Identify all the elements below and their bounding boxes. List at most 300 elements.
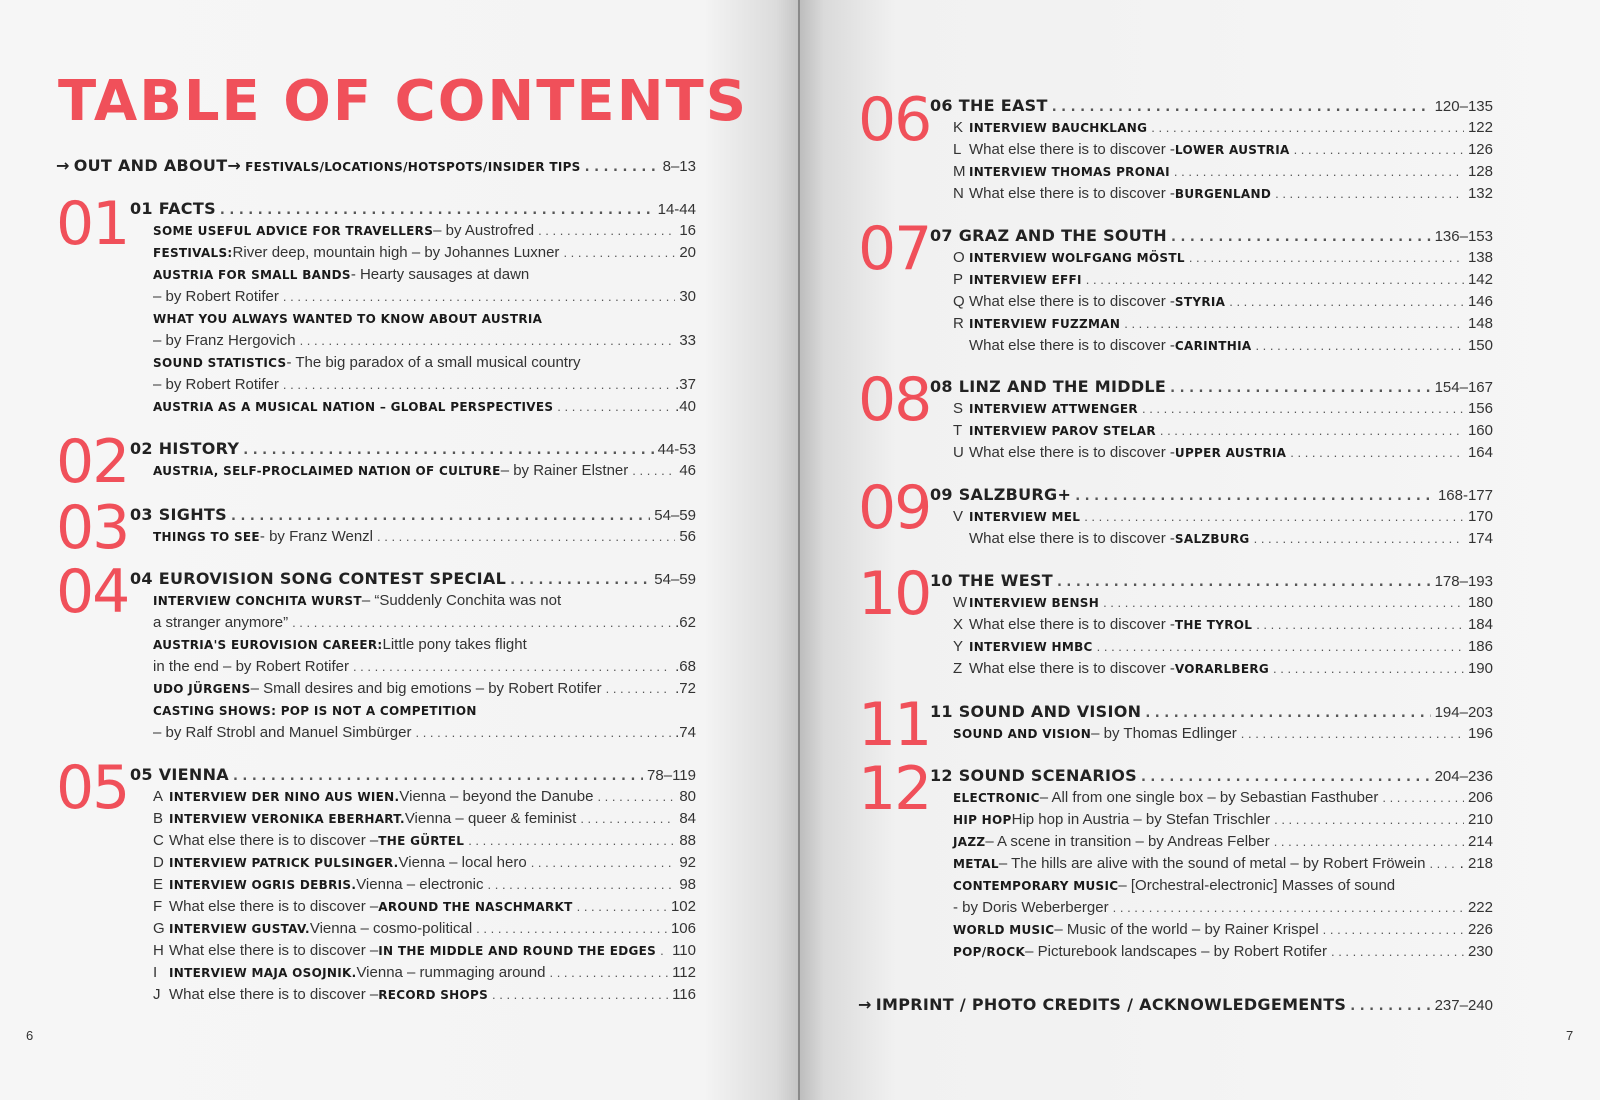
dot-leader xyxy=(1255,336,1464,356)
entry-caption: WORLD MUSIC xyxy=(953,923,1055,937)
chapter-heading-07[interactable] xyxy=(930,226,1493,246)
toc-entry-q[interactable] xyxy=(953,292,1493,312)
page-number: 80 xyxy=(679,788,696,805)
dot-leader xyxy=(632,461,675,481)
chapter-title: 10 THE WEST xyxy=(930,571,1053,590)
entry-text: - The big paradox of a small musical country xyxy=(286,354,581,371)
dot-leader xyxy=(510,571,650,591)
entry-letter: Q xyxy=(953,293,965,310)
dot-leader xyxy=(377,527,675,547)
toc-entry[interactable] xyxy=(153,309,696,329)
toc-entry-t[interactable] xyxy=(953,421,1493,441)
entry-text: – “Suddenly Conchita was not xyxy=(361,592,562,609)
chapter-heading-01[interactable] xyxy=(130,199,696,219)
dot-leader xyxy=(1097,637,1464,657)
page-number: .40 xyxy=(675,398,696,415)
toc-entry[interactable] xyxy=(953,876,1493,896)
dot-leader xyxy=(1151,118,1464,138)
entry-text: a stranger anymore” xyxy=(153,614,289,631)
entry-letter: N xyxy=(953,185,964,202)
dot-leader xyxy=(1294,140,1464,160)
toc-entry[interactable] xyxy=(153,591,696,611)
section-heading: IMPRINT / PHOTO CREDITS / ACKNOWLEDGEMENTS xyxy=(875,995,1347,1014)
entry-text: – by Rainer Elstner xyxy=(500,462,629,479)
toc-entry-k[interactable] xyxy=(953,118,1493,138)
page-number: . 218 xyxy=(1459,855,1493,872)
dot-leader xyxy=(1189,248,1464,268)
entry-caption: INTERVIEW PATRICK PULSINGER. xyxy=(169,856,399,870)
page-range: 136–153 xyxy=(1434,228,1493,245)
entry-caption: CONTEMPORARY MUSIC xyxy=(953,879,1119,893)
entry-letter: B xyxy=(153,810,164,827)
toc-entry-z[interactable] xyxy=(953,659,1493,679)
chapter-heading-02[interactable] xyxy=(130,439,696,459)
toc-entry[interactable] xyxy=(153,265,696,285)
entry-caption: AUSTRIA, SELF-PROCLAIMED NATION OF CULTURE xyxy=(153,464,501,478)
page-title: TABLE OF CONTENTS xyxy=(58,69,749,134)
toc-entry-out-and-about[interactable] xyxy=(56,156,696,176)
entry-letter: M xyxy=(953,163,966,180)
chapter-heading-06[interactable] xyxy=(930,96,1493,116)
entry-letter: D xyxy=(153,854,164,871)
toc-entry-continued[interactable] xyxy=(153,375,696,395)
chapter-title: 05 VIENNA xyxy=(130,765,229,784)
entry-text: What else there is to discover - xyxy=(969,337,1175,354)
toc-entry[interactable] xyxy=(153,461,696,481)
entry-caption: IN THE MIDDLE AND ROUND THE EDGES xyxy=(378,944,657,958)
dot-leader xyxy=(1241,724,1464,744)
dot-leader xyxy=(1141,768,1431,788)
entry-caption: UDO JÜRGENS xyxy=(153,682,251,696)
chapter-heading-05[interactable] xyxy=(130,765,696,785)
entry-caption: INTERVIEW BENSH xyxy=(969,596,1100,610)
page-number: 214 xyxy=(1467,833,1493,850)
entry-text: Little pony takes flight xyxy=(382,636,527,653)
page-number: .74 xyxy=(675,724,696,741)
chapter-title: 06 THE EAST xyxy=(930,96,1048,115)
entry-text: - by Doris Weberberger xyxy=(953,899,1109,916)
toc-entry-h[interactable] xyxy=(153,941,696,961)
toc-entry[interactable] xyxy=(153,635,696,655)
page-number: 132 xyxy=(1467,185,1493,202)
entry-text: What else there is to discover - xyxy=(969,141,1175,158)
toc-entry-i[interactable] xyxy=(153,963,696,983)
dot-leader xyxy=(597,787,675,807)
entry-letter: O xyxy=(953,249,965,266)
entry-text: – [Orchestral-electronic] Masses of sound xyxy=(1118,877,1396,894)
page-number: 222 xyxy=(1467,899,1493,916)
entry-text: Vienna – local hero xyxy=(398,854,527,871)
entry-text: – The hills are alive with the sound of metal – by Robert Fröwein xyxy=(998,855,1426,872)
chapter-number-12: 12 xyxy=(858,754,931,824)
entry-letter: F xyxy=(153,898,163,915)
dot-leader xyxy=(1174,162,1464,182)
entry-text: What else there is to discover - xyxy=(969,660,1175,677)
dot-leader xyxy=(549,963,668,983)
entry-caption: INTERVIEW VERONIKA EBERHART. xyxy=(169,812,405,826)
entry-caption: SOUND STATISTICS xyxy=(153,356,287,370)
entry-text: What else there is to discover - xyxy=(969,444,1175,461)
toc-entry[interactable] xyxy=(953,724,1493,744)
toc-entry-m[interactable] xyxy=(953,162,1493,182)
entry-text: in the end – by Robert Rotifer xyxy=(153,658,349,675)
page-range: 44-53 xyxy=(657,441,696,458)
entry-caption: INTERVIEW MAJA OSOJNIK. xyxy=(169,966,357,980)
entry-caption: CASTING SHOWS: POP IS NOT A COMPETITION xyxy=(153,704,477,718)
toc-entry[interactable] xyxy=(153,243,696,263)
chapter-title: 09 SALZBURG+ xyxy=(930,485,1072,504)
page-range: 78–119 xyxy=(647,767,696,784)
entry-text: – by Robert Rotifer xyxy=(153,288,279,305)
entry-letter: T xyxy=(953,422,963,439)
entry-letter: A xyxy=(153,788,164,805)
entry-caption: INTERVIEW OGRIS DEBRIS. xyxy=(169,878,357,892)
dot-leader xyxy=(243,441,653,461)
dot-leader xyxy=(231,507,650,527)
dot-leader xyxy=(468,831,675,851)
chapter-title: 02 HISTORY xyxy=(130,439,240,458)
dot-leader xyxy=(283,287,675,307)
chapter-number-06: 06 xyxy=(858,85,931,155)
toc-entry-x[interactable] xyxy=(953,615,1493,635)
entry-caption: CARINTHIA xyxy=(1174,339,1252,353)
page-number: 150 xyxy=(1467,337,1493,354)
entry-caption: BURGENLAND xyxy=(1174,187,1272,201)
dot-leader xyxy=(531,853,676,873)
dot-leader xyxy=(1170,379,1430,399)
toc-entry-continued[interactable] xyxy=(153,287,696,307)
entry-caption: STYRIA xyxy=(1174,295,1226,309)
dot-leader xyxy=(1429,854,1455,874)
toc-entry-p[interactable] xyxy=(953,270,1493,290)
dot-leader xyxy=(1273,659,1464,679)
page-number: 156 xyxy=(1467,400,1493,417)
page-number: 116 xyxy=(672,986,696,1003)
entry-text: What else there is to discover - xyxy=(969,616,1175,633)
dot-leader xyxy=(1323,920,1464,940)
page-number: 30 xyxy=(679,288,696,305)
chapter-heading-04[interactable] xyxy=(130,569,696,589)
entry-letter: J xyxy=(153,986,161,1003)
entry-caption: INTERVIEW MEL xyxy=(969,510,1081,524)
chapter-title: 03 SIGHTS xyxy=(130,505,227,524)
toc-entry-salzburg[interactable] xyxy=(953,529,1493,549)
dot-leader xyxy=(538,221,675,241)
page-number: 170 xyxy=(1467,508,1493,525)
toc-entry[interactable] xyxy=(153,679,696,699)
page-range: 204–236 xyxy=(1434,768,1493,785)
toc-entry-u[interactable] xyxy=(953,443,1493,463)
dot-leader xyxy=(283,375,671,395)
toc-entry-g[interactable] xyxy=(153,919,696,939)
entry-letter: Z xyxy=(953,660,963,677)
dot-leader xyxy=(580,809,675,829)
entry-text: Hip hop in Austria – by Stefan Trischler xyxy=(1011,811,1271,828)
toc-entry-n[interactable] xyxy=(953,184,1493,204)
page-number: .62 xyxy=(675,614,696,631)
toc-entry[interactable] xyxy=(153,527,696,547)
entry-letter: I xyxy=(153,964,158,981)
entry-text: Vienna – rummaging around xyxy=(356,964,546,981)
entry-text: – Picturebook landscapes – by Robert Rotifer xyxy=(1025,943,1327,960)
dot-leader xyxy=(353,657,671,677)
toc-entry-continued[interactable] xyxy=(153,657,696,677)
chapter-title: 01 FACTS xyxy=(130,199,216,218)
entry-caption: INTERVIEW THOMAS PRONAI xyxy=(969,165,1170,179)
entry-text: – by Franz Hergovich xyxy=(153,332,296,349)
chapter-title: 08 LINZ AND THE MIDDLE xyxy=(930,377,1167,396)
page-number: 33 xyxy=(679,332,696,349)
dot-leader xyxy=(1229,292,1464,312)
chapter-title: 07 GRAZ AND THE SOUTH xyxy=(930,226,1167,245)
entry-text: – by Austrofred xyxy=(433,222,535,239)
entry-caption: METAL xyxy=(953,857,999,871)
dot-leader xyxy=(1086,270,1464,290)
toc-entry[interactable] xyxy=(153,221,696,241)
entry-letter: K xyxy=(953,119,964,136)
entry-caption: WHAT YOU ALWAYS WANTED TO KNOW ABOUT AUSTRIA xyxy=(153,312,543,326)
entry-caption: INTERVIEW EFFI xyxy=(969,273,1082,287)
entry-letter: E xyxy=(153,876,164,893)
page-number: .72 xyxy=(675,680,696,697)
right-page xyxy=(800,0,1600,1100)
toc-entry[interactable] xyxy=(953,920,1493,940)
chapter-heading-10[interactable] xyxy=(930,571,1493,591)
page-number: 46 xyxy=(679,462,696,479)
page-range: 194–203 xyxy=(1434,704,1493,721)
entry-letter: W xyxy=(953,594,968,611)
page-number: 190 xyxy=(1467,660,1493,677)
chapter-number-05: 05 xyxy=(56,753,129,823)
page-number: 20 xyxy=(679,244,696,261)
toc-entry[interactable] xyxy=(153,397,696,417)
chapter-number-10: 10 xyxy=(858,559,931,629)
dot-leader xyxy=(1124,314,1464,334)
dot-leader xyxy=(557,397,671,417)
entry-text: – by Thomas Edlinger xyxy=(1091,725,1237,742)
page-number: 102 xyxy=(670,898,696,915)
page-number: 148 xyxy=(1467,315,1493,332)
page-range: 54–59 xyxy=(654,507,696,524)
entry-caption: INTERVIEW FUZZMAN xyxy=(969,317,1121,331)
entry-caption: THE TYROL xyxy=(1174,618,1253,632)
dot-leader xyxy=(415,723,671,743)
entry-text: What else there is to discover – xyxy=(169,986,379,1003)
page-number: 88 xyxy=(679,832,696,849)
entry-caption: THE GÜRTEL xyxy=(378,834,465,848)
toc-entry-r[interactable] xyxy=(953,314,1493,334)
chapter-number-04: 04 xyxy=(56,557,129,627)
toc-entry-imprint[interactable] xyxy=(858,995,1493,1015)
entry-caption: SALZBURG xyxy=(1174,532,1250,546)
page-number: 92 xyxy=(679,854,696,871)
dot-leader xyxy=(1160,421,1464,441)
toc-entry-o[interactable] xyxy=(953,248,1493,268)
dot-leader xyxy=(1254,529,1464,549)
dot-leader xyxy=(1275,184,1464,204)
entry-caption: AUSTRIA'S EUROVISION CAREER: xyxy=(153,638,383,652)
page-number: 122 xyxy=(1467,119,1493,136)
chapter-title: 12 SOUND SCENARIOS xyxy=(930,766,1137,785)
entry-caption: INTERVIEW ATTWENGER xyxy=(969,402,1138,416)
entry-caption: FESTIVALS/LOCATIONS/HOTSPOTS/INSIDER TIPS xyxy=(245,160,581,174)
toc-entry[interactable] xyxy=(953,788,1493,808)
entry-text: River deep, mountain high – by Johannes Luxner xyxy=(232,244,560,261)
toc-entry[interactable] xyxy=(953,832,1493,852)
page-number: 98 xyxy=(679,876,696,893)
entry-letter: G xyxy=(153,920,165,937)
page-number: 110 xyxy=(672,942,696,959)
chapter-heading-03[interactable] xyxy=(130,505,696,525)
page-number: 112 xyxy=(672,964,696,981)
entry-caption: INTERVIEW BAUCHKLANG xyxy=(969,121,1148,135)
page-number: 174 xyxy=(1467,530,1493,547)
chapter-number-02: 02 xyxy=(56,427,129,497)
entry-text: What else there is to discover – xyxy=(169,898,379,915)
page-number: 184 xyxy=(1467,616,1493,633)
entry-text: What else there is to discover – xyxy=(169,942,379,959)
page-number: 226 xyxy=(1467,921,1493,938)
toc-entry-j[interactable] xyxy=(153,985,696,1005)
dot-leader xyxy=(1142,399,1464,419)
arrow-right-icon: → xyxy=(858,995,872,1014)
dot-leader xyxy=(1103,593,1464,613)
entry-text: Vienna – queer & feminist xyxy=(404,810,577,827)
toc-entry-y[interactable] xyxy=(953,637,1493,657)
entry-text: What else there is to discover – xyxy=(169,832,379,849)
entry-caption: AUSTRIA AS A MUSICAL NATION – GLOBAL PERSPECTIVES xyxy=(153,400,554,414)
entry-caption: JAZZ xyxy=(953,835,986,849)
page-range: 154–167 xyxy=(1434,379,1493,396)
toc-entry[interactable] xyxy=(953,942,1493,962)
page-number: 16 xyxy=(679,222,696,239)
chapter-title: 11 SOUND AND VISION xyxy=(930,702,1142,721)
dot-leader xyxy=(492,985,668,1005)
entry-text: Vienna – beyond the Danube xyxy=(399,788,594,805)
dot-leader xyxy=(1084,507,1464,527)
toc-entry-l[interactable] xyxy=(953,140,1493,160)
toc-entry[interactable] xyxy=(953,810,1493,830)
chapter-heading-08[interactable] xyxy=(930,377,1493,397)
chapter-heading-11[interactable] xyxy=(930,702,1493,722)
entry-letter: C xyxy=(153,832,164,849)
page-range: 8–13 xyxy=(662,158,696,175)
entry-text: - by Franz Wenzl xyxy=(259,528,374,545)
toc-entry-continued[interactable] xyxy=(953,898,1493,918)
dot-leader xyxy=(300,331,676,351)
dot-leader xyxy=(1256,615,1464,635)
toc-entry-a[interactable] xyxy=(153,787,696,807)
toc-entry-continued[interactable] xyxy=(153,613,696,633)
entry-text: - Hearty sausages at dawn xyxy=(350,266,530,283)
entry-caption: SOUND AND VISION xyxy=(953,727,1092,741)
page-number: 164 xyxy=(1467,444,1493,461)
entry-caption: AROUND THE NASCHMARKT xyxy=(378,900,573,914)
dot-leader xyxy=(585,158,659,178)
page-range: 120–135 xyxy=(1434,98,1493,115)
page-number: 206 xyxy=(1467,789,1493,806)
entry-caption: ELECTRONIC xyxy=(953,791,1040,805)
chapter-number-11: 11 xyxy=(858,690,931,760)
dot-leader xyxy=(1350,997,1430,1017)
dot-leader xyxy=(1274,832,1464,852)
page-number: 186 xyxy=(1467,638,1493,655)
page-range: 178–193 xyxy=(1434,573,1493,590)
chapter-heading-09[interactable] xyxy=(930,485,1493,505)
toc-entry[interactable] xyxy=(153,353,696,373)
page-number: 146 xyxy=(1467,293,1493,310)
entry-text: What else there is to discover - xyxy=(969,293,1175,310)
chapter-title: 04 EUROVISION SONG CONTEST SPECIAL xyxy=(130,569,507,588)
toc-entry-f[interactable] xyxy=(153,897,696,917)
page-number: .37 xyxy=(675,376,696,393)
dot-leader xyxy=(292,613,671,633)
entry-letter: S xyxy=(953,400,964,417)
entry-text: – A scene in transition – by Andreas Felber xyxy=(985,833,1270,850)
section-heading: OUT AND ABOUT xyxy=(73,156,228,175)
entry-letter: V xyxy=(953,508,964,525)
toc-entry-d[interactable] xyxy=(153,853,696,873)
toc-entry-e[interactable] xyxy=(153,875,696,895)
page-number: 126 xyxy=(1467,141,1493,158)
toc-entry[interactable] xyxy=(953,854,1493,874)
entry-text: – by Ralf Strobl and Manuel Simbürger xyxy=(153,724,412,741)
dot-leader xyxy=(1382,788,1464,808)
toc-entry-v[interactable] xyxy=(953,507,1493,527)
entry-letter: L xyxy=(953,141,962,158)
toc-entry[interactable] xyxy=(153,701,696,721)
entry-caption: RECORD SHOPS xyxy=(378,988,489,1002)
page-number: 210 xyxy=(1467,811,1493,828)
toc-entry-carinthia[interactable] xyxy=(953,336,1493,356)
page-number: 180 xyxy=(1467,594,1493,611)
chapter-heading-12[interactable] xyxy=(930,766,1493,786)
entry-caption: UPPER AUSTRIA xyxy=(1174,446,1287,460)
dot-leader xyxy=(488,875,676,895)
dot-leader xyxy=(220,201,654,221)
page-number: 128 xyxy=(1467,163,1493,180)
entry-caption: AUSTRIA FOR SMALL BANDS xyxy=(153,268,351,282)
entry-letter: U xyxy=(953,444,964,461)
dot-leader xyxy=(1057,573,1431,593)
page-number: 142 xyxy=(1467,271,1493,288)
dot-leader xyxy=(233,767,643,787)
page-number: 230 xyxy=(1467,943,1493,960)
entry-letter: Y xyxy=(953,638,964,655)
entry-letter: R xyxy=(953,315,964,332)
entry-caption: INTERVIEW GUSTAV. xyxy=(169,922,310,936)
toc-entry-b[interactable] xyxy=(153,809,696,829)
page-number: 160 xyxy=(1467,422,1493,439)
chapter-number-03: 03 xyxy=(56,493,129,563)
toc-entry-c[interactable] xyxy=(153,831,696,851)
entry-text: Vienna – cosmo-political xyxy=(309,920,473,937)
toc-entry-w[interactable] xyxy=(953,593,1493,613)
entry-letter: H xyxy=(153,942,164,959)
toc-entry-s[interactable] xyxy=(953,399,1493,419)
toc-entry-continued[interactable] xyxy=(153,723,696,743)
dot-leader xyxy=(577,897,667,917)
dot-leader xyxy=(606,679,672,699)
entry-text: Vienna – electronic xyxy=(356,876,484,893)
arrow-right-icon: → xyxy=(227,156,242,175)
entry-text: – All from one single box – by Sebastian Fasthuber xyxy=(1039,789,1379,806)
dot-leader xyxy=(1113,898,1464,918)
entry-caption: INTERVIEW DER NINO AUS WIEN. xyxy=(169,790,400,804)
toc-entry-continued[interactable] xyxy=(153,331,696,351)
page-number: 106 xyxy=(670,920,696,937)
entry-caption: HIP HOP xyxy=(953,813,1012,827)
